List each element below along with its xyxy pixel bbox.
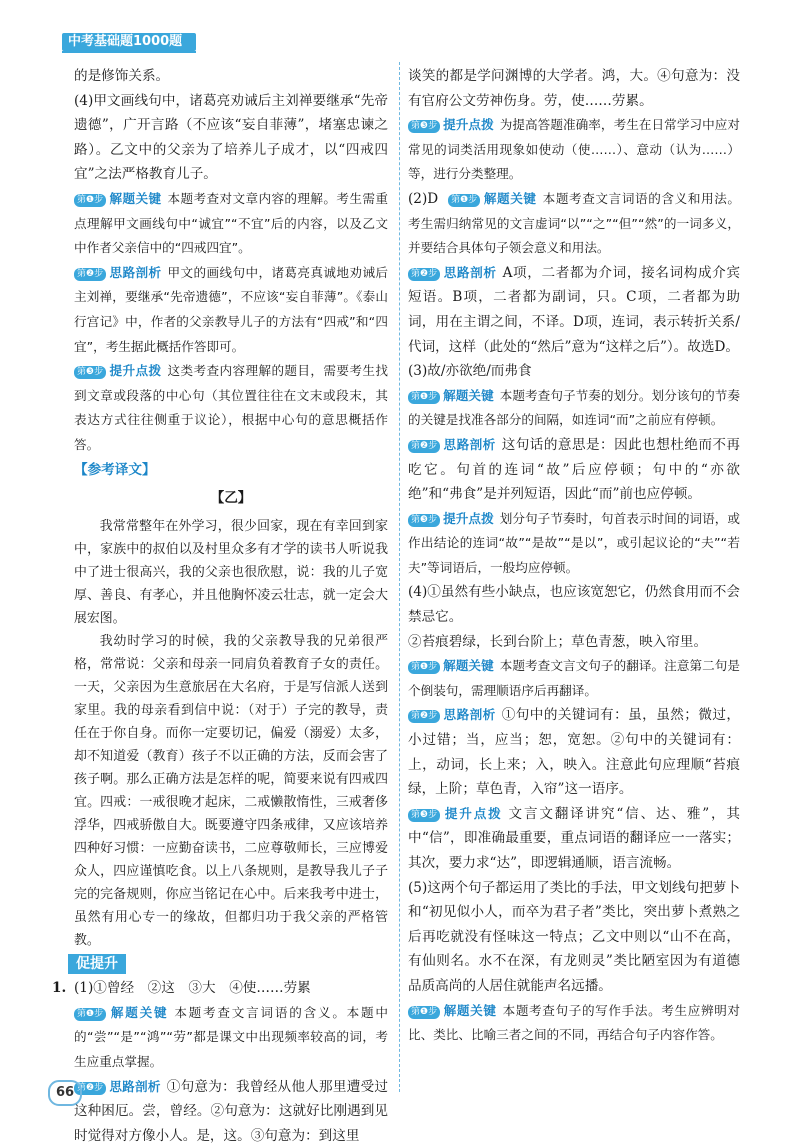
step-tag: 提升点拨 (443, 805, 503, 821)
paragraph: 谈笑的都是学问渊博的大学者。鸿，大。④句意为：没有官府公文劳神伤身。劳，使……劳累。 (408, 68, 740, 109)
series-logo: 中考基础题1000题 (62, 33, 196, 51)
step-text: 为提高答题准确率，考生在日常学习中应对常见的词类活用现象如使动（使……）、意动（认为……）等，进行分类整理。 (408, 117, 741, 182)
step-text: 本题考查文言词语的含义。本题中的“尝”“是”“鸿”“劳”都是课文中出现频率较高的词，考生应重点掌握。 (74, 1004, 389, 1070)
answer-text: (2)D (408, 190, 439, 207)
step-text: 本题考查文言词语的含义和用法。考生需归纳常见的文言虚词“以”“之”“但”“然”的一词多义，并要结合具体句子领会意义和用法。 (408, 190, 741, 256)
step-tag: 思路剖析 (109, 264, 162, 280)
step-tag: 提升点拨 (443, 117, 494, 133)
step-tag: 提升点拨 (443, 510, 494, 526)
analysis-step (74, 1001, 388, 1075)
step-tag: 思路剖析 (443, 707, 496, 723)
paragraph: (4)甲文画线句中，诸葛亮劝诫后主刘禅要继承“先帝遗德”，广开言路（不应该“妄自菲薄”，堵塞忠谏之路）。乙文中的父亲为了培养儿子成才，以“四戒四宜”之法严格教育儿子。 (74, 92, 388, 183)
step-tag: 解题关键 (109, 1004, 169, 1020)
step-text: 文言文翻译讲究“信、达、雅”，其中“信”，即准确最重要，重点词语的翻译应一一落实；其次，要力求“达”，即逻辑通顺，语言流畅。 (408, 805, 741, 871)
analysis-step (74, 359, 388, 457)
step-tag: 解题关键 (109, 190, 162, 206)
step-badge: 第❷步 (408, 710, 440, 723)
step-badge: 第❷步 (74, 268, 106, 281)
step-badge: 第❸步 (74, 366, 106, 379)
analysis-step (408, 433, 740, 507)
step-badge: 第❶步 (74, 194, 106, 207)
step-text: 本题考查句子的写作手法。考生应辨明对比、类比、比喻三者之间的不同，再结合句子内容作答。 (408, 1002, 741, 1043)
step-text: ①句意为：我曾经从他人那里遭受过这种困厄。尝，曾经。②句意为：这就好比刚遇到见时觉得对方像小人。是，这。③句意为：到这里 (74, 1078, 389, 1144)
translation-paragraph: 我幼时学习的时候，我的父亲教导我的兄弟很严格，常常说：父亲和母亲一同肩负着教育子女的责任。一天，父亲因为生意旅居在大名府，于是写信派人送到家里。我的母亲看到信中说：（对于）子完的教导，责任在于你自身。而你一定要切记，偏爱（溺爱）太多，却不知道爱（教育）孩子不以正确的方法，反而会害了孩子啊。那么正确方法是怎样的呢，简要来说有四戒四宜。四戒：一戒很晚才起床，二戒懒散惰性，三戒奢侈浮华，四戒骄傲自大。既要遵守四条戒律，又应该培养四种好习惯：一应勤奋读书，二应尊敬师长，三应博爱众人，四应谨慎吃食。以上八条规则，是教导我儿子子完的完备规则，你应当铭记在心中。后来我考中进士，虽然有用心专一的缘故，但都归功于我父亲的严格管教。 (74, 633, 388, 948)
reference-translation-title: 【参考译文】 (74, 461, 156, 478)
column-divider (399, 62, 400, 1092)
passage-title: 【乙】 (210, 490, 252, 507)
step-tag: 提升点拨 (109, 363, 162, 379)
analysis-step (408, 703, 740, 801)
step-tag: 解题关键 (443, 1002, 497, 1018)
header-rule (62, 51, 196, 53)
step-badge: 第❷步 (408, 440, 440, 453)
analysis-step (408, 384, 740, 433)
analysis-step (408, 187, 740, 261)
step-text: 甲文的画线句中，诸葛亮真诚地劝诫后主刘禅，要继承“先帝遗德”，不应该“妄自菲薄”。《泰山行宫记》中，作者的父亲教导儿子的方法有“四戒”和“四宜”，考生据此概括作答即可。 (74, 264, 389, 354)
step-badge: 第❶步 (408, 661, 440, 674)
answer-text: (4)①虽然有些小缺点，也应该宽恕它，仍然食用而不会禁忌它。 (408, 584, 740, 626)
analysis-step (74, 187, 388, 261)
step-tag: 解题关键 (483, 190, 537, 206)
step-badge: 第❶步 (74, 1008, 106, 1021)
step-text: 本题考查文言文句子的翻译。注意第二句是个倒装句，需理顺语序后再翻译。 (408, 658, 741, 698)
analysis-step (408, 113, 740, 187)
analysis-step (408, 507, 740, 581)
analysis-step (408, 999, 740, 1048)
step-badge: 第❸步 (408, 120, 440, 133)
step-text: ①句中的关键词有：虽，虽然；微过，小过错；当，应当；恕，宽恕。②句中的关键词有：上，动词，长上来；入，映入。注意此句应理顺“苔痕绿，上阶；草色青，入帘”这一语序。 (408, 707, 741, 798)
step-badge: 第❷步 (74, 1082, 106, 1095)
question-number: 1. (52, 980, 67, 997)
question-answer (52, 976, 388, 1001)
step-text: A项，二者都为介词，接名词构成介宾短语。B项，二者都为副词，只。C项，二者都为助词，用在主谓之间，不译。D项，连词，表示转折关系/代词，这样（此处的“然后”意为“这样之后”）。故选D。 (408, 264, 740, 355)
step-badge: 第❸步 (408, 809, 440, 822)
section-banner: 促提升 (68, 954, 126, 974)
step-tag: 思路剖析 (443, 264, 497, 280)
answer-text: (5)这两个句子都运用了类比的手法，甲文划线句把萝卜和“初见似小人，而卒为君子者”类比，突出萝卜煮熟之后再吃就没有怪味这一特点；乙文中则以“山不在高，有仙则名。水不在深，有龙则灵”类比陋室因为有道德品质高尚的人居住就能声名远播。 (408, 879, 740, 994)
step-tag: 解题关键 (443, 658, 494, 674)
translation-paragraph: 我常常整年在外学习，很少回家，现在有幸回到家中，家族中的叔伯以及村里众多有才学的读书人听说我中了进士很高兴，我的父亲也很欣慰，说：我的儿子宽厚、善良、有孝心，并且他胸怀凌云壮志，就一定会大展宏图。 (74, 518, 388, 626)
answer-text: (1)①曾经 ②这 ③大 ④使……劳累 (74, 980, 311, 997)
step-tag: 解题关键 (443, 387, 494, 403)
step-badge: 第❸步 (408, 514, 440, 527)
paragraph: 的是修饰关系。 (74, 68, 170, 84)
step-text: 这句话的意思是：因此也想杜绝而不再吃它。句首的连词“故”后应停顿；句中的“亦欲绝”和“弗食”是并列短语，因此“而”前也应停顿。 (408, 436, 741, 503)
analysis-step (74, 1075, 388, 1148)
answer-text: (3)故/亦欲绝/而弗食 (408, 363, 532, 380)
step-text: 本题考查句子节奏的划分。划分该句的节奏的关键是找准各部分的间隔，如连词“而”之前应有停顿。 (408, 387, 741, 428)
step-text: 这类考查内容理解的题目，需要考生找到文章或段落的中心句（其位置往往在文末或段末，其表达方式往往侧重于议论），根据中心句的意思概括作答。 (74, 363, 389, 452)
page-number: 66 (48, 1080, 82, 1106)
analysis-step (74, 261, 388, 359)
step-badge: 第❶步 (408, 391, 440, 404)
step-tag: 思路剖析 (109, 1078, 161, 1094)
analysis-step (408, 261, 740, 359)
right-column (408, 64, 740, 1048)
analysis-step (408, 654, 740, 703)
step-badge: 第❷步 (408, 268, 440, 281)
step-badge: 第❶步 (408, 1006, 440, 1019)
step-tag: 思路剖析 (443, 436, 496, 452)
answer-text: ②苔痕碧绿，长到台阶上；草色青葱，映入帘里。 (408, 633, 708, 650)
analysis-step (408, 802, 740, 876)
step-text: 本题考查对文章内容的理解。考生需重点理解甲文画线句中“诚宜”“不宜”后的内容，以及乙文中作者父亲信中的“四戒四宜”。 (74, 190, 389, 256)
step-badge: 第❶步 (448, 194, 480, 207)
step-text: 划分句子节奏时，句首表示时间的词语，或作出结论的连词“故”“是故”“是以”，或引起议论的“夫”“若夫”等词语后，一般均应停顿。 (408, 510, 741, 575)
